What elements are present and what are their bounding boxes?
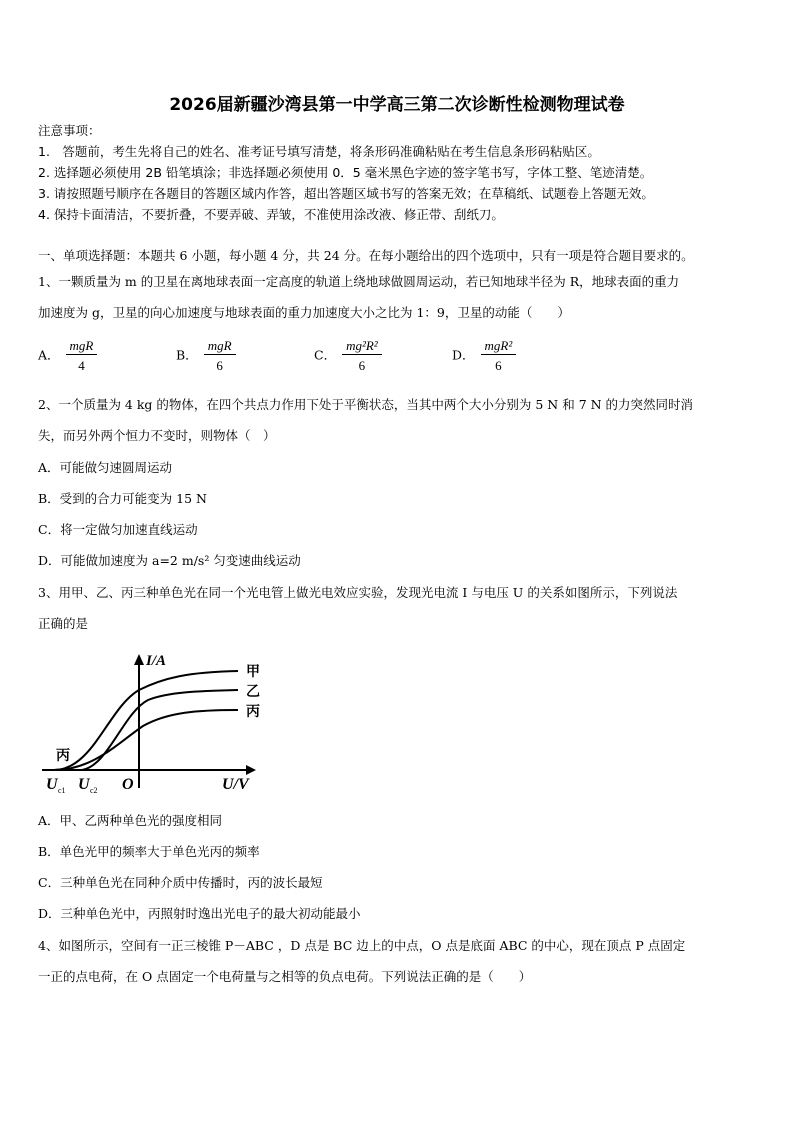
q1-option-d — [452, 338, 516, 374]
q2-text-line2: 失，而另外两个恒力不变时，则物体（ ） — [38, 428, 276, 443]
q2-text-line1: 2、一个质量为 4 kg 的物体，在四个共点力作用下处于平衡状态，当其中两个大小分别为 5 N 和 7 N 的力突然同时消 — [38, 397, 694, 412]
q3-option-a: A．甲、乙两种单色光的强度相同 — [38, 813, 223, 828]
q3-text-line2: 正确的是 — [38, 616, 89, 631]
q1-text-line2: 加速度为 g，卫星的向心加速度与地球表面的重力加速度大小之比为 1：9，卫星的动能（ ） — [38, 305, 570, 320]
q2-option-a: A．可能做匀速圆周运动 — [38, 460, 173, 475]
iu-graph — [38, 648, 278, 796]
notice-heading: 注意事项： — [38, 123, 101, 138]
notice-item-4: 4. 保持卡面清洁，不要折叠，不要弄破、弄皱，不准使用涂改液、修正带、刮纸刀。 — [38, 207, 504, 222]
fraction — [481, 338, 517, 374]
fraction-numerator: mgR — [66, 338, 98, 355]
curve-label-bing: 丙 — [246, 704, 260, 720]
fraction-numerator: mgR — [204, 338, 236, 355]
q3-option-d: D．三种单色光中，丙照射时逸出光电子的最大初动能最小 — [38, 906, 361, 921]
fraction — [66, 338, 98, 374]
q3-option-c: C．三种单色光在同种介质中传播时，丙的波长最短 — [38, 875, 323, 890]
q1-option-c — [314, 338, 382, 374]
curve-yi — [82, 690, 238, 770]
option-label: C． — [314, 347, 337, 363]
exam-title: 2026届新疆沙湾县第一中学高三第二次诊断性检测物理试卷 — [169, 95, 625, 115]
option-label: B． — [176, 347, 198, 363]
option-label: D． — [452, 347, 475, 363]
q4-text-line2: 一正的点电荷，在 O 点固定一个电荷量与之相等的负点电荷。下列说法正确的是（ ） — [38, 969, 532, 984]
notice-item-3: 3. 请按照题号顺序在各题目的答题区域内作答，超出答题区域书写的答案无效；在草稿纸、试题卷上答题无效。 — [38, 186, 654, 201]
curve-label-yi: 乙 — [246, 684, 260, 700]
x-axis-arrow-icon — [246, 765, 256, 775]
y-axis-arrow-icon — [134, 654, 144, 665]
curve-bing — [54, 710, 238, 770]
uc2-label: U — [78, 776, 90, 793]
q2-option-b: B．受到的合力可能变为 15 N — [38, 491, 207, 506]
section-heading: 一、单项选择题：本题共 6 小题，每小题 4 分，共 24 分。在每小题给出的四个选项中，只有一项是符合题目要求的。 — [38, 248, 694, 263]
fraction-denominator: 6 — [216, 358, 223, 373]
curve-jia — [54, 671, 238, 770]
q1-option-b — [176, 338, 236, 374]
fraction-denominator: 4 — [78, 358, 85, 373]
q4-text-line1: 4、如图所示，空间有一正三棱锥 P－ABC ，D 点是 BC 边上的中点，O 点是底面 ABC 的中心，现在顶点 P 点固定 — [38, 938, 686, 953]
notice-item-1: 1. 答题前，考生先将自己的姓名、准考证号填写清楚，将条形码准确粘贴在考生信息条形码粘贴区。 — [38, 144, 600, 159]
option-label: A． — [38, 347, 60, 363]
fraction — [204, 338, 236, 374]
uc2-subscript: c2 — [90, 786, 98, 795]
fraction-numerator: mgR² — [481, 338, 517, 355]
q1-option-a — [38, 338, 97, 374]
uc1-label: U — [46, 776, 58, 793]
x-axis-label: U/V — [222, 776, 249, 793]
q2-option-d: D．可能做加速度为 a=2 m/s² 匀变速曲线运动 — [38, 553, 301, 568]
q2-option-c: C．将一定做匀加速直线运动 — [38, 522, 198, 537]
q3-text-line1: 3、用甲、乙、丙三种单色光在同一个光电管上做光电效应实验，发现光电流 I 与电压 U 的关系如图所示，下列说法 — [38, 585, 678, 600]
fraction — [342, 338, 382, 374]
notice-item-2: 2. 选择题必须使用 2B 铅笔填涂；非选择题必须使用 0．5 毫米黑色字迹的签字笔书写，字体工整、笔迹清楚。 — [38, 165, 653, 180]
curve-label-jia: 甲 — [246, 664, 260, 680]
y-axis-label: I/A — [146, 653, 167, 669]
q3-option-b: B．单色光甲的频率大于单色光丙的频率 — [38, 844, 260, 859]
q1-text-line1: 1、一颗质量为 m 的卫星在离地球表面一定高度的轨道上绕地球做圆周运动，若已知地球半径为 R，地球表面的重力 — [38, 274, 680, 289]
fraction-denominator: 6 — [358, 358, 366, 373]
left-curve-label-bing: 丙 — [56, 748, 70, 764]
fraction-denominator: 6 — [495, 358, 502, 373]
uc1-subscript: c1 — [58, 786, 66, 795]
fraction-numerator: mg²R² — [342, 338, 382, 355]
origin-label: O — [122, 776, 134, 793]
